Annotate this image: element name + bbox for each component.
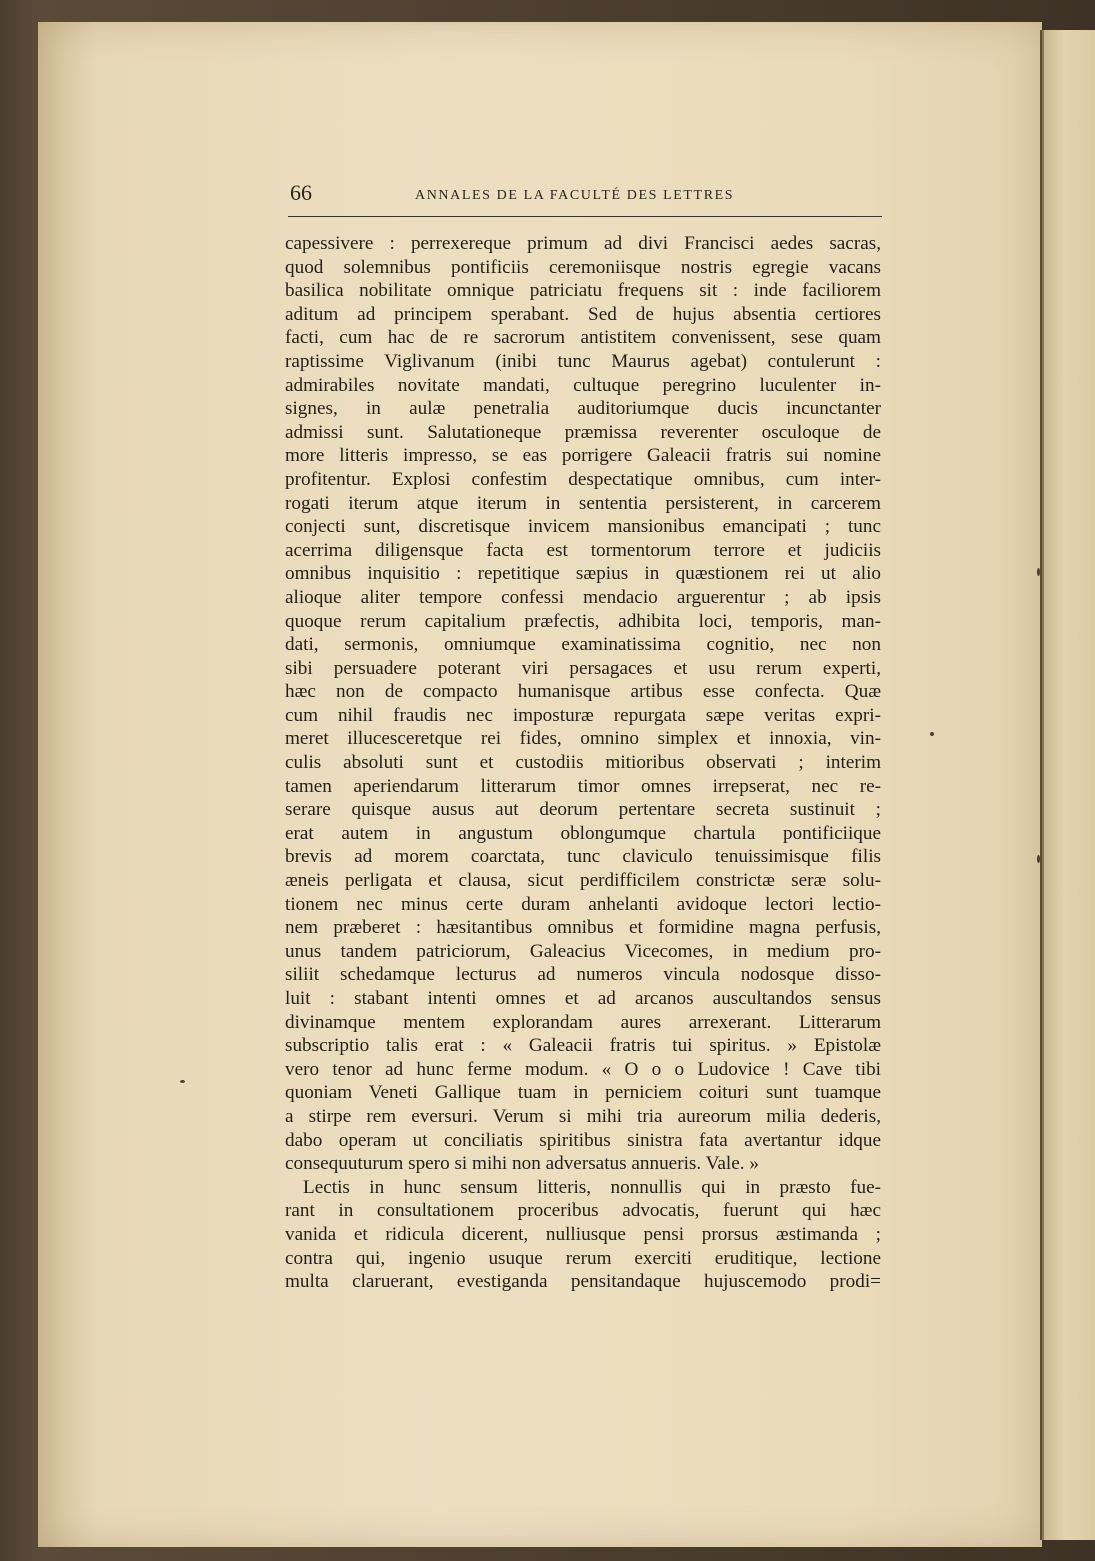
text-line: siliit schedamque lecturus ad numeros vincula nodosque disso- [285, 964, 881, 986]
text-line: quod solemnibus pontificiis ceremoniisque nostris egregie vacans [285, 256, 881, 278]
text-line: tionem nec minus certe duram anhelanti avidoque lectori lectio- [285, 893, 881, 915]
text-line: culis absoluti sunt et custodiis mitioribus observati ; interim [285, 752, 881, 774]
text-line: basilica nobilitate omnique patriciatu frequens sit : inde faciliorem [285, 280, 881, 302]
text-line: unus tandem patriciorum, Galeacius Vicecomes, in medium pro- [285, 940, 881, 962]
text-line: alioque aliter tempore confessi mendacio arguerentur ; ab ipsis [285, 586, 881, 608]
paper-speck [1037, 855, 1040, 863]
text-line: hæc non de compacto humanisque artibus esse confecta. Quæ [285, 681, 881, 703]
text-line: brevis ad morem coarctata, tunc claviculo tenuissimisque filis [285, 846, 881, 868]
text-line: more litteris impresso, se eas porrigere Galeacii fratris sui nomine [285, 445, 881, 467]
text-line: cum nihil fraudis nec imposturæ repurgata sæpe veritas expri- [285, 704, 881, 726]
text-line: aditum ad principem sperabant. Sed de hujus absentia certiores [285, 303, 881, 325]
running-head: ANNALES DE LA FACULTÉ DES LETTRES [415, 188, 735, 203]
text-line: vanida et ridicula dicerent, nulliusque pensi prorsus æstimanda ; [285, 1223, 881, 1245]
paper-speck [930, 732, 934, 736]
paper-speck [1037, 568, 1040, 576]
paper-speck [180, 1080, 185, 1083]
text-line: quoque rerum capitalium præfectis, adhibita loci, temporis, man- [285, 610, 881, 632]
text-line: capessivere : perrexereque primum ad divi Francisci aedes sacras, [285, 233, 881, 254]
text-line: admissi sunt. Salutationeque præmissa reverenter osculoque de [285, 421, 881, 443]
page-number: 66 [290, 180, 312, 205]
text-line: divinamque mentem explorandam aures arrexerant. Litterarum [285, 1011, 881, 1033]
text-line: vero tenor ad hunc ferme modum. « O o o Ludovice ! Cave tibi [285, 1058, 881, 1080]
text-line: multa claruerant, evestiganda pensitandaque hujuscemodo prodi= [285, 1271, 881, 1293]
text-line: rant in consultationem proceribus advocatis, fuerunt qui hæc [285, 1200, 881, 1222]
text-line: dati, sermonis, omniumque examinatissima cognitio, nec non [285, 634, 881, 656]
text-line: subscriptio talis erat : « Galeacii fratris tui spiritus. » Epistolæ [285, 1035, 881, 1057]
text-line: meret illucesceretque rei fides, omnino simplex et innoxia, vin- [285, 728, 881, 750]
text-line: profitentur. Explosi confestim despectatique omnibus, cum inter- [285, 468, 881, 490]
text-line: omnibus inquisitio : repetitique sæpius in quæstionem rei ut alio [285, 563, 881, 585]
text-line: contra qui, ingenio usuque rerum exerciti eruditique, lectione [285, 1247, 881, 1269]
text-line: erat autem in angustum oblongumque chartula pontificiique [285, 822, 881, 844]
paragraph-start-line: Lectis in hunc sensum litteris, nonnullis qui in præsto fue- [303, 1176, 881, 1198]
text-line: æneis perligata et clausa, sicut perdifficilem constrictæ seræ solu- [285, 870, 881, 892]
text-line: quoniam Veneti Gallique tuam in perniciem coituri sunt tuamque [285, 1082, 881, 1104]
text-line: rogati iterum atque iterum in sententia persisterent, in carcerem [285, 492, 881, 514]
text-line: tamen aperiendarum litterarum timor omnes irrepserat, nec re- [285, 775, 881, 797]
text-line: admirabiles novitate mandati, cultuque peregrino luculenter in- [285, 374, 881, 396]
text-line: acerrima diligensque facta est tormentorum terrore et judiciis [285, 539, 881, 561]
text-line: conjecti sunt, discretisque invicem mansionibus emancipati ; tunc [285, 516, 881, 538]
text-line: sibi persuadere poterant viri persagaces et usu rerum experti, [285, 657, 881, 679]
text-line: serare quisque ausus aut deorum pertentare secreta sustinuit ; [285, 799, 881, 821]
text-line: a stirpe rem eversuri. Verum si mihi tria aureorum milia dederis, [285, 1105, 881, 1127]
text-line: facti, cum hac de re sacrorum antistitem convenissent, sese quam [285, 327, 881, 349]
text-line: dabo operam ut conciliatis spiritibus sinistra fata avertantur idque [285, 1129, 881, 1151]
text-line: signes, in aulæ penetralia auditoriumque ducis incunctanter [285, 398, 881, 420]
text-line: luit : stabant intenti omnes et ad arcanos auscultandos sensus [285, 988, 881, 1009]
text-line: nem præberet : hæsitantibus omnibus et formidine magna perfusis, [285, 917, 881, 939]
facing-page-edge [1042, 30, 1095, 1540]
page-header [290, 180, 882, 212]
text-line: consequuturum spero si mihi non adversatus annueris. Vale. » [285, 1153, 759, 1175]
header-rule [288, 216, 882, 217]
text-line: raptissime Viglivanum (inibi tunc Maurus agebat) contulerunt : [285, 350, 881, 372]
body-text [285, 232, 881, 1294]
